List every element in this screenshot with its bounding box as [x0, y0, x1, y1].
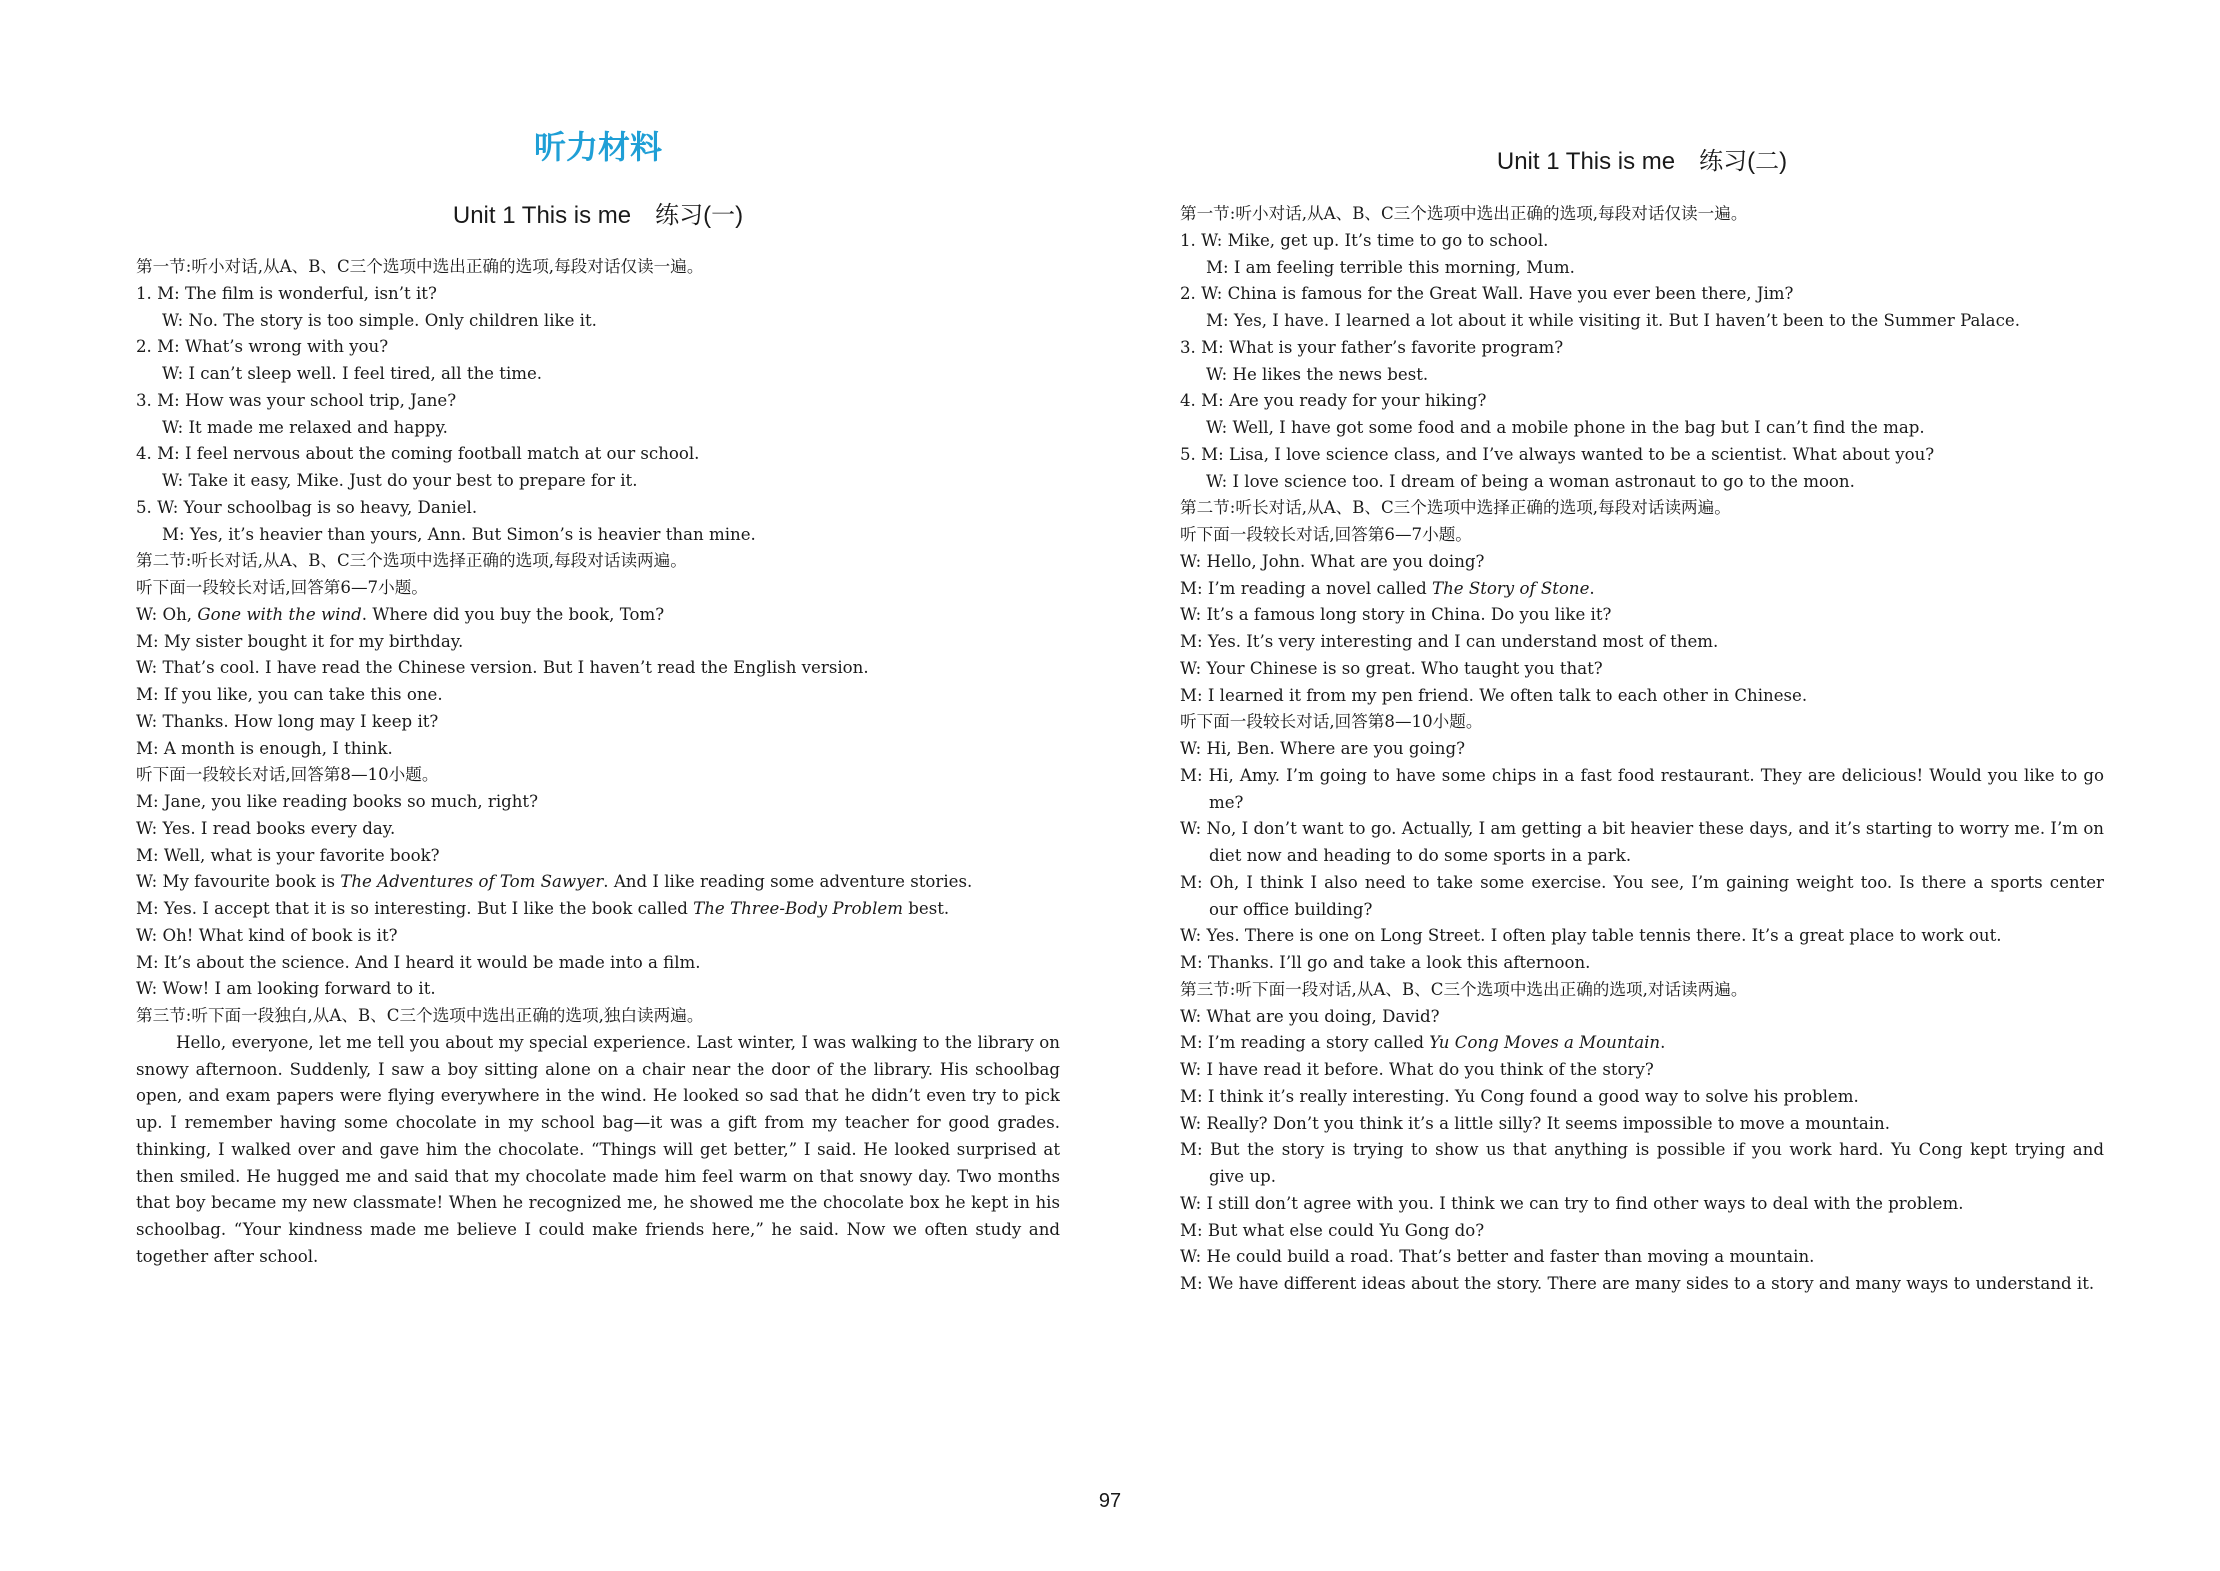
- line-segment: . Where did you buy the book, Tom?: [361, 604, 665, 624]
- transcript-line: M: My sister bought it for my birthday.: [136, 631, 464, 651]
- transcript-line: 第三节:听下面一段独白,从A、B、C三个选项中选出正确的选项,独白读两遍。: [136, 1006, 704, 1025]
- line-segment: W: Oh,: [136, 604, 198, 624]
- transcript-line: W: He likes the news best.: [1206, 364, 1429, 384]
- transcript-line: W: I still don’t agree with you. I think we can try to find other ways to deal with the problem.: [1180, 1193, 1964, 1213]
- exercise-1-transcript: [136, 254, 1060, 1271]
- transcript-line: 2. M: What’s wrong with you?: [136, 337, 389, 357]
- unit-title-exercise-2: Unit 1 This is me 练习(二): [1496, 148, 1788, 175]
- transcript-line: 5. M: Lisa, I love science class, and I’ve always wanted to be a scientist. What about you?: [1180, 444, 1935, 464]
- transcript-line: M: But what else could Yu Gong do?: [1180, 1220, 1485, 1240]
- page-number: 97: [1098, 1490, 1122, 1512]
- transcript-line: M: Oh, I think I also need to take some exercise. You see, I’m gaining weight too. Is there a sports center: [1180, 872, 2104, 892]
- transcript-line: W: It’s a famous long story in China. Do you like it?: [1180, 605, 1612, 625]
- line-segment: M: Yes. I accept that it is so interesting. But I like the book called: [136, 899, 694, 918]
- transcript-line: up. I remember having some chocolate in my school bag—it was a gift from my teacher for good grades.: [136, 1113, 1060, 1132]
- transcript-line: [136, 602, 1060, 629]
- transcript-line: W: He could build a road. That’s better and faster than moving a mountain.: [1180, 1247, 1815, 1267]
- transcript-line: snowy afternoon. Suddenly, I saw a boy sitting alone on a chair near the door of the library. His schoolbag: [136, 1059, 1060, 1079]
- transcript-line: W: That’s cool. I have read the Chinese version. But I haven’t read the English version.: [136, 658, 869, 678]
- line-segment: best.: [902, 899, 950, 918]
- transcript-line: W: It made me relaxed and happy.: [162, 417, 448, 437]
- transcript-line: M: But the story is trying to show us that anything is possible if you work hard. Yu Cong kept trying and: [1180, 1140, 2104, 1160]
- line-segment: W: My favourite book is: [136, 872, 341, 892]
- transcript-line: 听下面一段较长对话,回答第8—10小题。: [136, 765, 439, 785]
- transcript-line: me?: [1209, 792, 1244, 812]
- page-title: 听力材料: [533, 128, 662, 166]
- transcript-line: 3. M: What is your father’s favorite program?: [1180, 337, 1564, 357]
- transcript-line: 第二节:听长对话,从A、B、C三个选项中选择正确的选项,每段对话读两遍。: [1180, 498, 1731, 518]
- transcript-line: that boy became my new classmate! When he recognized me, he showed me the chocolate box he kept in his: [136, 1193, 1060, 1213]
- transcript-line: 1. W: Mike, get up. It’s time to go to school.: [1180, 230, 1549, 250]
- transcript-line: [136, 869, 1060, 896]
- transcript-line: W: Hi, Ben. Where are you going?: [1180, 739, 1466, 758]
- transcript-line: then smiled. He hugged me and said that my chocolate made him feel warm on that snowy day. Two months: [136, 1166, 1060, 1186]
- transcript-line: W: I can’t sleep well. I feel tired, all the time.: [162, 364, 543, 383]
- exercise-2-transcript: [1180, 201, 2104, 1298]
- line-segment: . And I like reading some adventure stories.: [603, 872, 973, 892]
- transcript-line: W: What are you doing, David?: [1180, 1006, 1440, 1026]
- transcript-line: 第一节:听小对话,从A、B、C三个选项中选出正确的选项,每段对话仅读一遍。: [136, 257, 704, 276]
- transcript-line: together after school.: [136, 1246, 319, 1266]
- transcript-line: 第三节:听下面一段对话,从A、B、C三个选项中选出正确的选项,对话读两遍。: [1180, 979, 1748, 999]
- transcript-line: [1180, 1030, 2104, 1057]
- transcript-line: M: I am feeling terrible this morning, Mum.: [1206, 257, 1575, 277]
- transcript-line: W: Your Chinese is so great. Who taught you that?: [1180, 658, 1603, 678]
- transcript-line: 听下面一段较长对话,回答第6—7小题。: [136, 578, 428, 597]
- line-segment: .: [1660, 1033, 1666, 1053]
- transcript-line: M: We have different ideas about the story. There are many sides to a story and many ways to understand it.: [1180, 1274, 2095, 1293]
- line-segment: M: I’m reading a story called: [1180, 1033, 1430, 1053]
- transcript-line: W: Thanks. How long may I keep it?: [136, 711, 439, 731]
- transcript-line: M: Yes, I have. I learned a lot about it while visiting it. But I haven’t been to the Summer Palace.: [1206, 311, 2020, 330]
- transcript-line: thinking, I walked over and gave him the chocolate. “Things will get better,” I said. He looked surprised at: [136, 1139, 1060, 1159]
- transcript-line: schoolbag. “Your kindness made me believe I could make friends here,” he said. Now we often study and: [136, 1220, 1060, 1239]
- transcript-line: 第一节:听小对话,从A、B、C三个选项中选出正确的选项,每段对话仅读一遍。: [1180, 204, 1748, 223]
- transcript-line: 4. M: Are you ready for your hiking?: [1180, 391, 1487, 411]
- transcript-line: M: Thanks. I’ll go and take a look this afternoon.: [1180, 953, 1591, 972]
- transcript-line: 5. W: Your schoolbag is so heavy, Daniel.: [136, 497, 478, 517]
- transcript-line: 听下面一段较长对话,回答第8—10小题。: [1180, 712, 1483, 732]
- transcript-line: W: Yes. I read books every day.: [136, 818, 396, 838]
- transcript-line: 2. W: China is famous for the Great Wall. Have you ever been there, Jim?: [1180, 284, 1794, 304]
- transcript-line: 4. M: I feel nervous about the coming football match at our school.: [136, 444, 700, 464]
- transcript-line: W: No. The story is too simple. Only children like it.: [162, 310, 597, 330]
- transcript-line: M: Jane, you like reading books so much, right?: [136, 792, 539, 811]
- line-segment: M: I’m reading a novel called: [1180, 578, 1432, 598]
- transcript-line: [136, 896, 1060, 923]
- transcript-line: W: Oh! What kind of book is it?: [136, 925, 398, 945]
- unit-title-exercise-1: Unit 1 This is me 练习(一): [452, 202, 744, 229]
- transcript-line: M: I learned it from my pen friend. We often talk to each other in Chinese.: [1180, 685, 1808, 705]
- transcript-line: M: Yes, it’s heavier than yours, Ann. But Simon’s is heavier than mine.: [162, 524, 756, 544]
- transcript-line: M: Well, what is your favorite book?: [136, 845, 440, 865]
- transcript-line: M: A month is enough, I think.: [136, 738, 393, 758]
- title-italic: Yu Cong Moves a Mountain: [1429, 1033, 1661, 1053]
- transcript-line: diet now and heading to do some sports in a park.: [1209, 846, 1632, 865]
- transcript-line: give up.: [1209, 1167, 1276, 1186]
- transcript-line: 第二节:听长对话,从A、B、C三个选项中选择正确的选项,每段对话读两遍。: [136, 551, 687, 571]
- transcript-line: M: If you like, you can take this one.: [136, 685, 443, 704]
- transcript-line: W: Yes. There is one on Long Street. I often play table tennis there. It’s a great place to work out.: [1180, 926, 2002, 946]
- transcript-line: W: Hello, John. What are you doing?: [1180, 551, 1485, 571]
- transcript-line: 1. M: The film is wonderful, isn’t it?: [136, 283, 437, 303]
- title-italic: The Three-Body Problem: [693, 899, 903, 918]
- transcript-line: 3. M: How was your school trip, Jane?: [136, 390, 457, 410]
- transcript-line: W: No, I don’t want to go. Actually, I am getting a bit heavier these days, and it’s starting to worry me. I’m on: [1180, 819, 2104, 839]
- transcript-line: [1180, 576, 2104, 603]
- title-italic: Gone with the wind: [197, 604, 362, 624]
- transcript-line: our office building?: [1209, 899, 1373, 919]
- transcript-line: W: I love science too. I dream of being a woman astronaut to go to the moon.: [1206, 471, 1855, 491]
- transcript-line: M: Hi, Amy. I’m going to have some chips in a fast food restaurant. They are delicious! Would you like to go: [1180, 765, 2104, 785]
- transcript-line: 听下面一段较长对话,回答第6—7小题。: [1180, 525, 1472, 544]
- transcript-line: W: I have read it before. What do you think of the story?: [1180, 1060, 1654, 1079]
- transcript-line: W: Wow! I am looking forward to it.: [136, 979, 436, 999]
- transcript-line: M: Yes. It’s very interesting and I can understand most of them.: [1180, 632, 1719, 651]
- title-italic: The Story of Stone: [1432, 578, 1590, 598]
- transcript-line: Hello, everyone, let me tell you about my special experience. Last winter, I was walking to the library on: [176, 1032, 1060, 1052]
- transcript-line: W: Take it easy, Mike. Just do your best to prepare for it.: [162, 471, 638, 490]
- transcript-line: W: Really? Don’t you think it’s a little silly? It seems impossible to move a mountain.: [1180, 1113, 1891, 1133]
- line-segment: .: [1589, 578, 1595, 598]
- transcript-line: M: It’s about the science. And I heard it would be made into a film.: [136, 952, 701, 972]
- transcript-line: W: Well, I have got some food and a mobile phone in the bag but I can’t find the map.: [1206, 418, 1925, 437]
- transcript-line: M: I think it’s really interesting. Yu Cong found a good way to solve his problem.: [1180, 1086, 1859, 1106]
- title-italic: The Adventures of Tom Sawyer: [340, 872, 604, 892]
- transcript-line: open, and exam papers were flying everywhere in the wind. He looked so sad that he didn’t even try to pick: [136, 1086, 1060, 1106]
